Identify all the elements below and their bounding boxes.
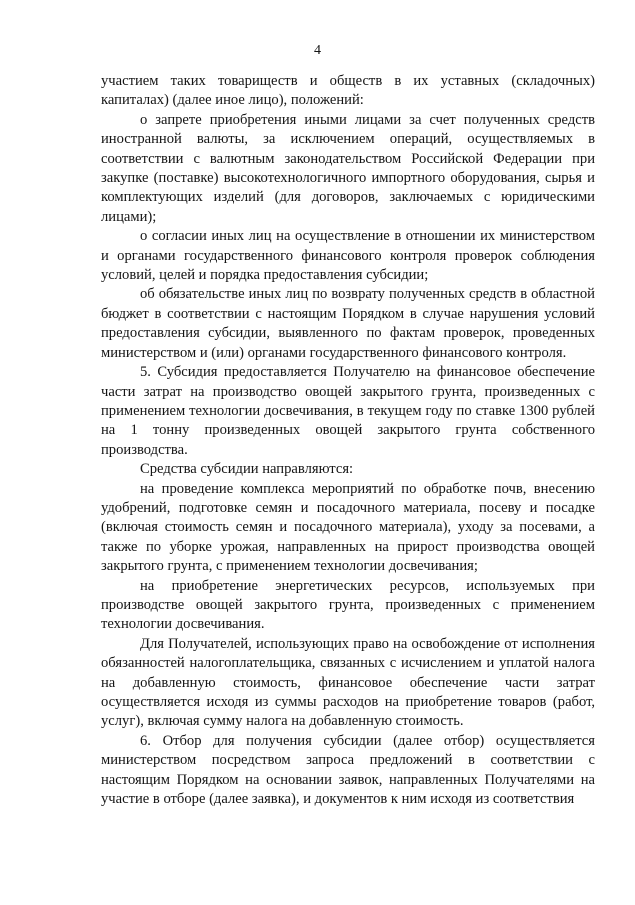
paragraph-use-energy: на приобретение энергетических ресурсов, используемых при производстве овощей закрытого грунта, произведенных с применением технологии досвечивания. xyxy=(101,577,595,633)
paragraph-use-agrotechnical: на проведение комплекса мероприятий по обработке почв, внесению удобрений, подготовке семян и посадочного материала, посеву и посадке (включая стоимость семян и посадочного материала), уходу за посевами, а также по уборке урожая, направленных на прирост производства овощей закрытого грунта, с применением технологии досвечивания; xyxy=(101,480,595,575)
paragraph-continuation: участием таких товариществ и обществ в их уставных (складочных) капиталах) (далее иное лицо), положений: xyxy=(101,73,595,109)
paragraph-clause-6: 6. Отбор для получения субсидии (далее отбор) осуществляется министерством посредством запроса предложений в соответствии с настоящим Порядком на основании заявок, направленных Получателями на участие в отборе (далее заявка), и документов к ним исходя из соответствия xyxy=(101,732,595,808)
page-number: 4 xyxy=(314,43,321,58)
paragraph-subsidy-uses-intro: Средства субсидии направляются: xyxy=(140,461,354,478)
paragraph-currency-prohibition: о запрете приобретения иными лицами за счет полученных средств иностранной валюты, за исключением операций, осуществляемых в соответствии с валютным законодательством Российской Федерации при закупке (поставке) высокотехнологичного импортного оборудования, сырья и комплектующих изделий (для договоров, заключаемых с юридическими лицами); xyxy=(101,111,595,225)
paragraph-refund-obligation: об обязательстве иных лиц по возврату полученных средств в областной бюджет в соответствии с настоящим Порядком в случае нарушения условий предоставления субсидии, выявленного по фактам проверок, проведенных министерством и (или) органами государственного финансового контроля. xyxy=(101,286,595,361)
paragraph-vat-exemption: Для Получателей, использующих право на освобождение от исполнения обязанностей налогоплательщика, связанных с исчислением и уплатой налога на добавленную стоимость, финансовое обеспечение части затрат осуществляется исходя из суммы расходов на приобретение товаров (работ, услуг), включая сумму налога на добавленную стоимость. xyxy=(101,635,595,730)
paragraph-inspection-consent: о согласии иных лиц на осуществление в отношении их министерством и органами государственного финансового контроля проверок соблюдения условий, целей и порядка предоставления субсидии; xyxy=(101,228,595,284)
paragraph-clause-5: 5. Субсидия предоставляется Получателю на финансовое обеспечение части затрат на производство овощей закрытого грунта, произведенных с применением технологии досвечивания, в текущем году по ставке 1300 рублей на 1 тонну произведенных овощей закрытого грунта собственного производства. xyxy=(101,364,595,458)
document-body xyxy=(101,72,595,809)
